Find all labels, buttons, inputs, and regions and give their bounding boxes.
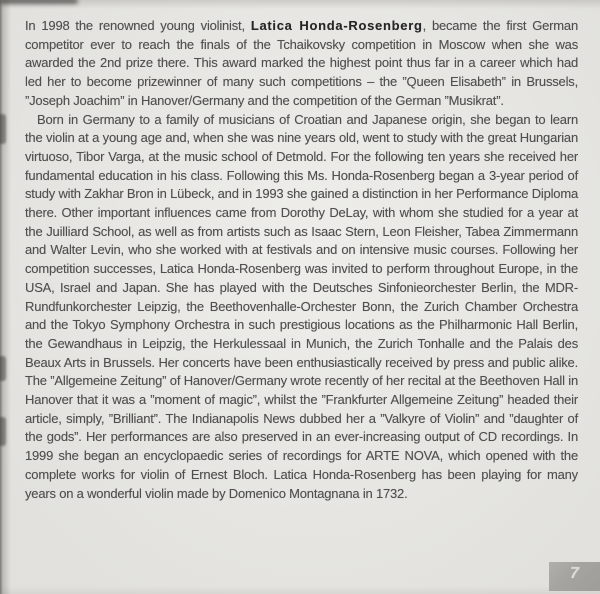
paragraph-intro [25,17,578,111]
scan-artifact [0,356,6,381]
scan-edge-smudge [0,0,78,4]
page-number-badge [549,562,600,591]
paragraph-biography: Born in Germany to a family of musicians of Croatian and Japanese origin, she began to learn the violin at a young age and, when she was nine years old, went to study with the great Hungarian virtuoso, Tibor Varga, at the music school of Detmold. For the following ten years she received her fundamental education in his class. Following this Ms. Honda-Rosenberg began a 3-year period of study with Zakhar Bron in Lübeck, and in 1993 she gained a distinction in her Performance Diploma there. Other important influences came from Dorothy DeLay, with whom she studied for a year at the Juilliard School, as well as from artists such as Isaac Stern, Leon Fleisher, Tabea Zimmermann and Walter Levin, who she worked with at festivals and on intensive music courses. Following her competition successes, Latica Honda-Rosenberg was invited to perform throughout Europe, in the USA, Israel and Japan. She has played with the Deutsches Sinfonieorchester Berlin, the MDR-Rundfunkorchester Leipzig, the Beethovenhalle-Orchester Bonn, the Zurich Chamber Orchestra and the Tokyo Symphony Orchestra in such prestigious locations as the Philharmonic Hall Berlin, the Gewandhaus in Leipzig, the Herkulessaal in Munich, the Zurich Tonhalle and the Palais des Beaux Arts in Brussels. Her concerts have been enthusiastically received by press and public alike. The ”Allgemeine Zeitung” of Hanover/Germany wrote recently of her recital at the Beethoven Hall in Hanover that it was a ”moment of magic”, whilst the ”Frankfurter Allgemeine Zeitung” headed their article, simply, ”Brilliant”. The Indianapolis News dubbed her a ”Valkyre of Violin” and ”daughter of the gods”. Her performances are also preserved in an ever-increasing output of CD recordings. In 1999 she began an encyclopaedic series of recordings for ARTE NOVA, which opened with the complete works for violin of Ernest Bloch. Latica Honda-Rosenberg has been playing for many years on a wonderful violin made by Domenico Montagnana in 1732. [25,111,578,501]
page-number: 7 [570,565,579,582]
artist-name-bold: Latica Honda-Rosenberg [250,18,423,33]
scan-artifact [0,114,6,144]
biography-text [25,17,578,503]
text-segment: , became the first German competitor ever to reach the finals of the Tchaikovsky competition in Moscow when she was awarded the 2nd prize there. This award marked the highest point thus far in a career which had led her to become prizewinner of many such competitions – the ”Queen Elisabeth” in Brussels, ”Joseph Joachim” in Hanover/Germany and the competition of the German ”Musikrat”. [25,18,578,108]
text-segment: In 1998 the renowned young violinist, [25,18,251,33]
scan-artifact [0,417,6,446]
